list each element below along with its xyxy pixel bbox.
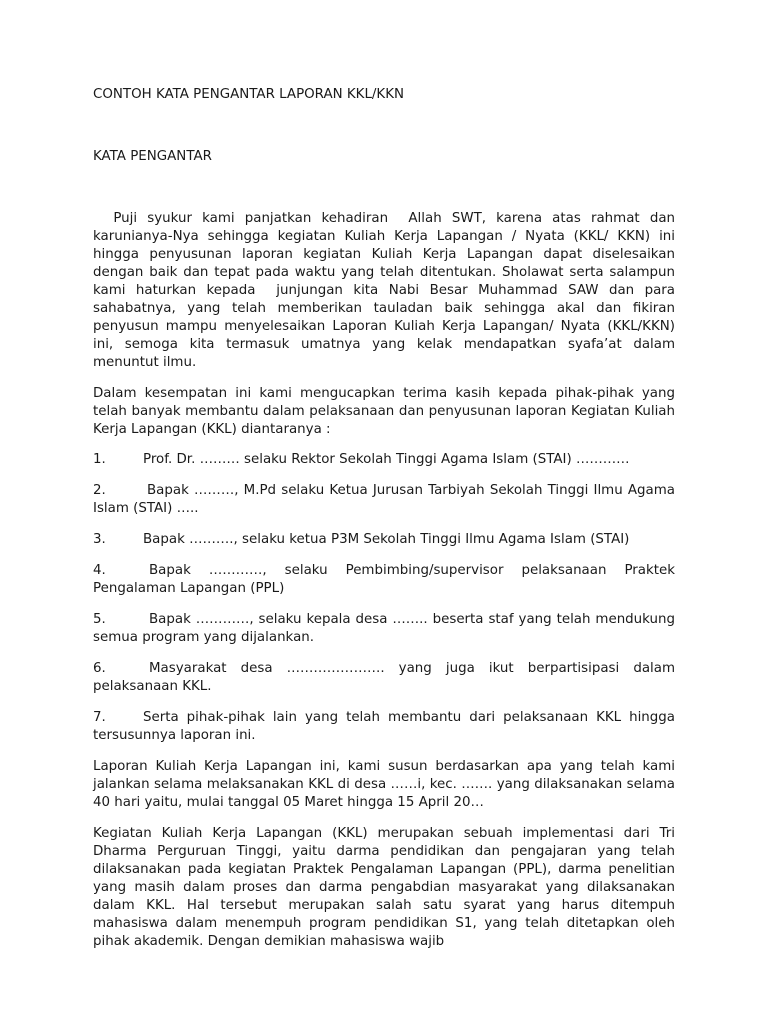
paragraph-tri-dharma: Kegiatan Kuliah Kerja Lapangan (KKL) merupakan sebuah implementasi dari Tri Dharma Perguruan Tinggi, yaitu darma pendidikan dan pengajaran yang telah dilaksanakan pada kegiatan Praktek Pengalaman Lapangan (PPL), darma penelitian yang masih dalam proses dan darma pengabdian masyarakat yang dilaksanakan dalam KKL. Hal tersebut merupakan salah satu syarat yang harus ditempuh mahasiswa dalam menempuh program pendidikan S1, yang telah ditetapkan oleh pihak akademik. Dengan demikian mahasiswa wajib <box>93 826 675 949</box>
section-heading: KATA PENGANTAR <box>93 149 212 164</box>
paragraph-schedule: Laporan Kuliah Kerja Lapangan ini, kami susun berdasarkan apa yang telah kami jalankan selama melaksanakan KKL di desa ……i, kec. ……. yang dilaksanakan selama 40 hari yaitu, mulai tanggal 05 Maret hingga 15 April 20… <box>93 759 675 810</box>
list-item <box>93 562 675 598</box>
paragraph-thanks: Dalam kesempatan ini kami mengucapkan terima kasih kepada pihak-pihak yang telah banyak membantu dalam pelaksanaan dan penyusunan laporan Kegiatan Kuliah Kerja Lapangan (KKL) diantaranya : <box>93 386 675 437</box>
list-item <box>93 709 675 745</box>
list-number: 2. <box>93 483 106 498</box>
list-number: 7. <box>93 710 106 725</box>
list-item <box>93 482 675 518</box>
paragraph-opening: Puji syukur kami panjatkan kehadiran Allah SWT, karena atas rahmat dan karunianya-Nya sehingga kegiatan Kuliah Kerja Lapangan / Nyata (KKL/ KKN) ini hingga penyusunan laporan kegiatan Kuliah Kerja Lapangan dapat diselesaikan dengan baik dan tepat pada waktu yang telah ditentukan. Sholawat serta salampun kami haturkan kepada junjungan kita Nabi Besar Muhammad SAW dan para sahabatnya, yang telah memberikan tauladan baik sehingga akal dan fikiran penyusun mampu menyelesaikan Laporan Kuliah Kerja Lapangan/ Nyata (KKL/KKN) ini, semoga kita termasuk umatnya yang kelak mendapatkan syafa’at dalam menuntut ilmu. <box>93 211 680 370</box>
list-text: Bapak ………., selaku ketua P3M Sekolah Tinggi Ilmu Agama Islam (STAI) <box>143 532 630 547</box>
list-text: Bapak …………, selaku kepala desa …….. beserta staf yang telah mendukung semua program yang dijalankan. <box>93 612 675 645</box>
list-text: Bapak …………, selaku Pembimbing/supervisor pelaksanaan Praktek Pengalaman Lapangan (PPL) <box>93 563 675 596</box>
list-number: 3. <box>93 532 106 547</box>
list-number: 5. <box>93 612 106 627</box>
document-title: CONTOH KATA PENGANTAR LAPORAN KKL/KKN <box>93 87 404 102</box>
list-text: Serta pihak-pihak lain yang telah membantu dari pelaksanaan KKL hingga tersusunnya laporan ini. <box>93 710 675 743</box>
document-page <box>93 86 680 964</box>
list-item <box>93 660 675 696</box>
list-text: Masyarakat desa …………………. yang juga ikut berpartisipasi dalam pelaksanaan KKL. <box>93 661 675 694</box>
list-item <box>93 611 675 647</box>
list-number: 1. <box>93 452 106 467</box>
list-number: 4. <box>93 563 106 578</box>
list-item <box>93 451 675 469</box>
list-text: Bapak ………, M.Pd selaku Ketua Jurusan Tarbiyah Sekolah Tinggi Ilmu Agama Islam (STAI) ….. <box>93 483 675 516</box>
list-item <box>93 531 675 549</box>
list-text: Prof. Dr. ……… selaku Rektor Sekolah Tinggi Agama Islam (STAI) ………… <box>143 452 630 467</box>
list-number: 6. <box>93 661 106 676</box>
